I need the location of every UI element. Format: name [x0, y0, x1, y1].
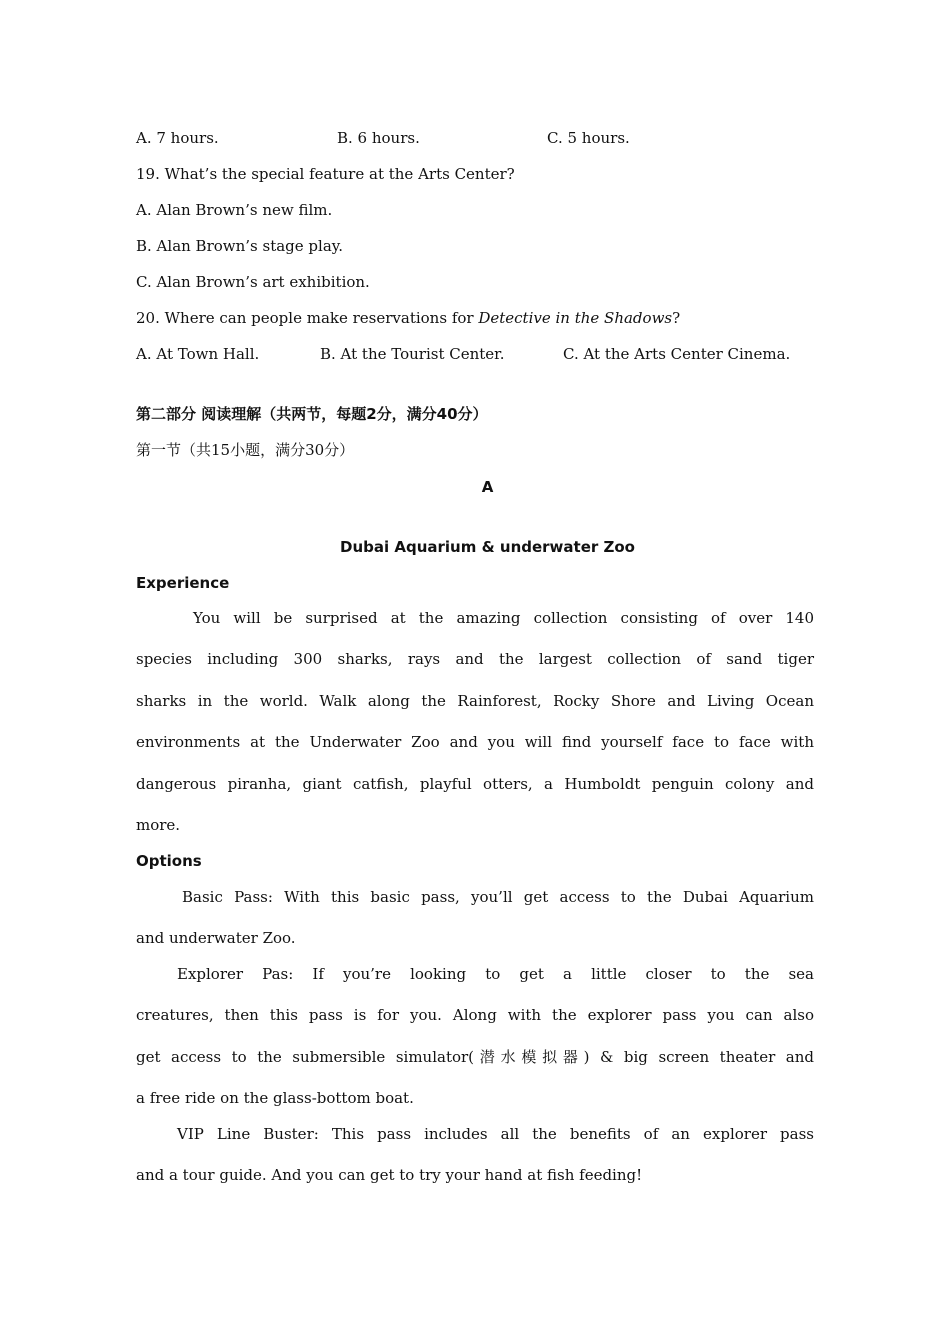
explorer-pass-line: creatures, then this pass is for you. Along with the explorer pass you can also — [136, 1006, 814, 1025]
vip-pass-paragraph — [136, 1124, 814, 1207]
q18-option-b: B. 6 hours. — [337, 129, 420, 147]
experience-heading: Experience — [136, 574, 230, 592]
part2-heading: 第二部分 阅读理解（共两节，每题2分，满分40分） — [136, 405, 488, 423]
q20-question-suffix: ? — [672, 309, 681, 327]
passage-letter: A — [481, 478, 494, 496]
explorer-pass-paragraph — [136, 964, 814, 1130]
experience-paragraph — [136, 608, 814, 856]
vip-pass-line: VIP Line Buster: This pass includes all the benefits of an explorer pass — [177, 1125, 814, 1143]
experience-line: environments at the Underwater Zoo and you will find yourself face to face with — [136, 733, 814, 752]
q20-question-prefix: 20. Where can people make reservations for — [136, 309, 479, 327]
passage-title: Dubai Aquarium & underwater Zoo — [340, 538, 635, 556]
q19-option-b: B. Alan Brown’s stage play. — [136, 237, 344, 255]
experience-line: dangerous piranha, giant catfish, playful otters, a Humboldt penguin colony and — [136, 774, 814, 793]
q18-option-c: C. 5 hours. — [547, 129, 630, 147]
experience-line: sharks in the world. Walk along the Rainforest, Rocky Shore and Living Ocean — [136, 691, 814, 710]
basic-pass-line: Basic Pass: With this basic pass, you’ll get access to the Dubai Aquarium — [182, 888, 814, 906]
q20-option-a: A. At Town Hall. — [136, 345, 260, 363]
basic-pass-line: and underwater Zoo. — [136, 929, 296, 948]
q19-option-a: A. Alan Brown’s new film. — [136, 201, 333, 219]
basic-pass-paragraph — [136, 887, 814, 970]
experience-line: species including 300 sharks, rays and the largest collection of sand tiger — [136, 650, 814, 669]
q20-option-c: C. At the Arts Center Cinema. — [563, 345, 791, 363]
explorer-pass-line: get access to the submersible simulator(潜水模拟器) & big screen theater and — [136, 1047, 814, 1066]
vip-pass-line: and a tour guide. And you can get to try your hand at fish feeding! — [136, 1166, 643, 1185]
q19-question: 19. What’s the special feature at the Arts Center? — [136, 165, 515, 183]
q20-option-b: B. At the Tourist Center. — [320, 345, 505, 363]
experience-line: more. — [136, 815, 181, 834]
experience-line: You will be surprised at the amazing collection consisting of over 140 — [193, 609, 814, 627]
q20-question — [136, 308, 680, 328]
explorer-pass-line: Explorer Pas: If you’re looking to get a little closer to the sea — [177, 965, 814, 983]
q18-option-a: A. 7 hours. — [136, 129, 219, 147]
q20-question-title: Detective in the Shadows — [478, 309, 673, 327]
options-heading: Options — [136, 852, 202, 870]
explorer-pass-line: a free ride on the glass-bottom boat. — [136, 1089, 414, 1108]
section1-heading: 第一节（共15小题，满分30分） — [136, 441, 355, 459]
q19-option-c: C. Alan Brown’s art exhibition. — [136, 273, 370, 291]
